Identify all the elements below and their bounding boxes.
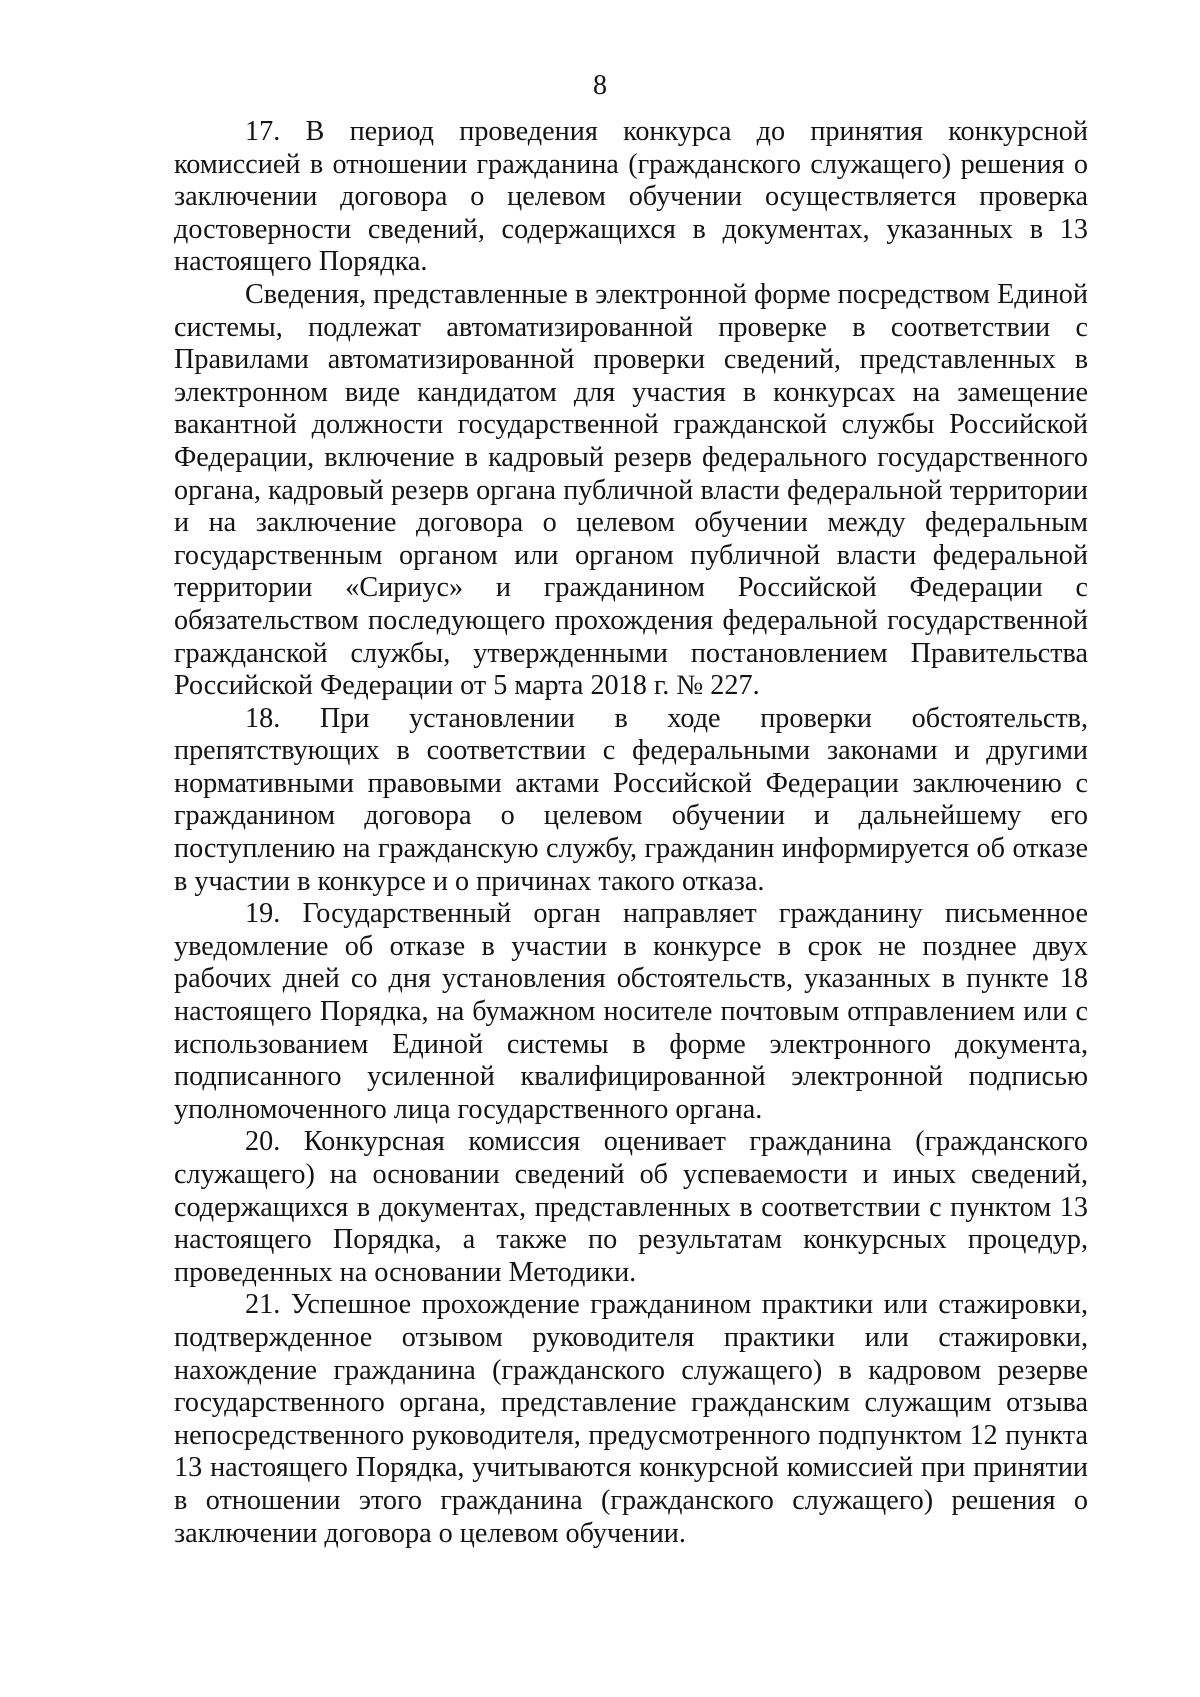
page-number: 8 <box>593 70 607 101</box>
paragraph-19: 19. Государственный орган направляет гражданину письменное уведомление об отказе в участии в конкурсе в срок не позднее двух рабочих дней со дня установления обстоятельств, указанных в пункте 18 настоящего Порядка, на бумажном носителе почтовым отправлением или с использованием Единой системы в форме электронного документа, подписанного усиленной квалифицированной электронной подписью уполномоченного лица государственного органа. <box>174 898 1088 1125</box>
paragraph-17-information-check: Сведения, представленные в электронной форме посредством Единой системы, подлежат автоматизированной проверке в соответствии с Правилами автоматизированной проверки сведений, представленных в электронном виде кандидатом для участия в конкурсах на замещение вакантной должности государственной гражданской службы Российской Федерации, включение в кадровый резерв федерального государственного органа, кадровый резерв органа публичной власти федеральной территории и на заключение договора о целевом обучении между федеральным государственным органом или органом публичной власти федеральной территории «Сириус» и гражданином Российской Федерации с обязательством последующего прохождения федеральной государственной гражданской службы, утвержденными постановлением Правительства Российской Федерации от 5 марта 2018 г. № 227. <box>174 278 1088 702</box>
paragraph-21: 21. Успешное прохождение гражданином практики или стажировки, подтвержденное отзывом руководителя практики или стажировки, нахождение гражданина (гражданского служащего) в кадровом резерве государственного органа, представление гражданским служащим отзыва непосредственного руководителя, предусмотренного подпунктом 12 пункта 13 настоящего Порядка, учитываются конкурсной комиссией при принятии в отношении этого гражданина (гражданского служащего) решения о заключении договора о целевом обучении. <box>174 1289 1088 1549</box>
paragraph-20: 20. Конкурсная комиссия оценивает гражданина (гражданского служащего) на основании сведений об успеваемости и иных сведений, содержащихся в документах, представленных в соответствии с пунктом 13 настоящего Порядка, а также по результатам конкурсных процедур, проведенных на основании Методики. <box>174 1126 1088 1288</box>
paragraph-17: 17. В период проведения конкурса до принятия конкурсной комиссией в отношении гражданина (гражданского служащего) решения о заключении договора о целевом обучении осуществляется проверка достоверности сведений, содержащихся в документах, указанных в 13 настоящего Порядка. <box>174 116 1088 278</box>
document-body <box>174 116 1088 1550</box>
paragraph-18: 18. При установлении в ходе проверки обстоятельств, препятствующих в соответствии с федеральными законами и другими нормативными правовыми актами Российской Федерации заключению с гражданином договора о целевом обучении и дальнейшему его поступлению на гражданскую службу, гражданин информируется об отказе в участии в конкурсе и о причинах такого отказа. <box>174 702 1088 897</box>
